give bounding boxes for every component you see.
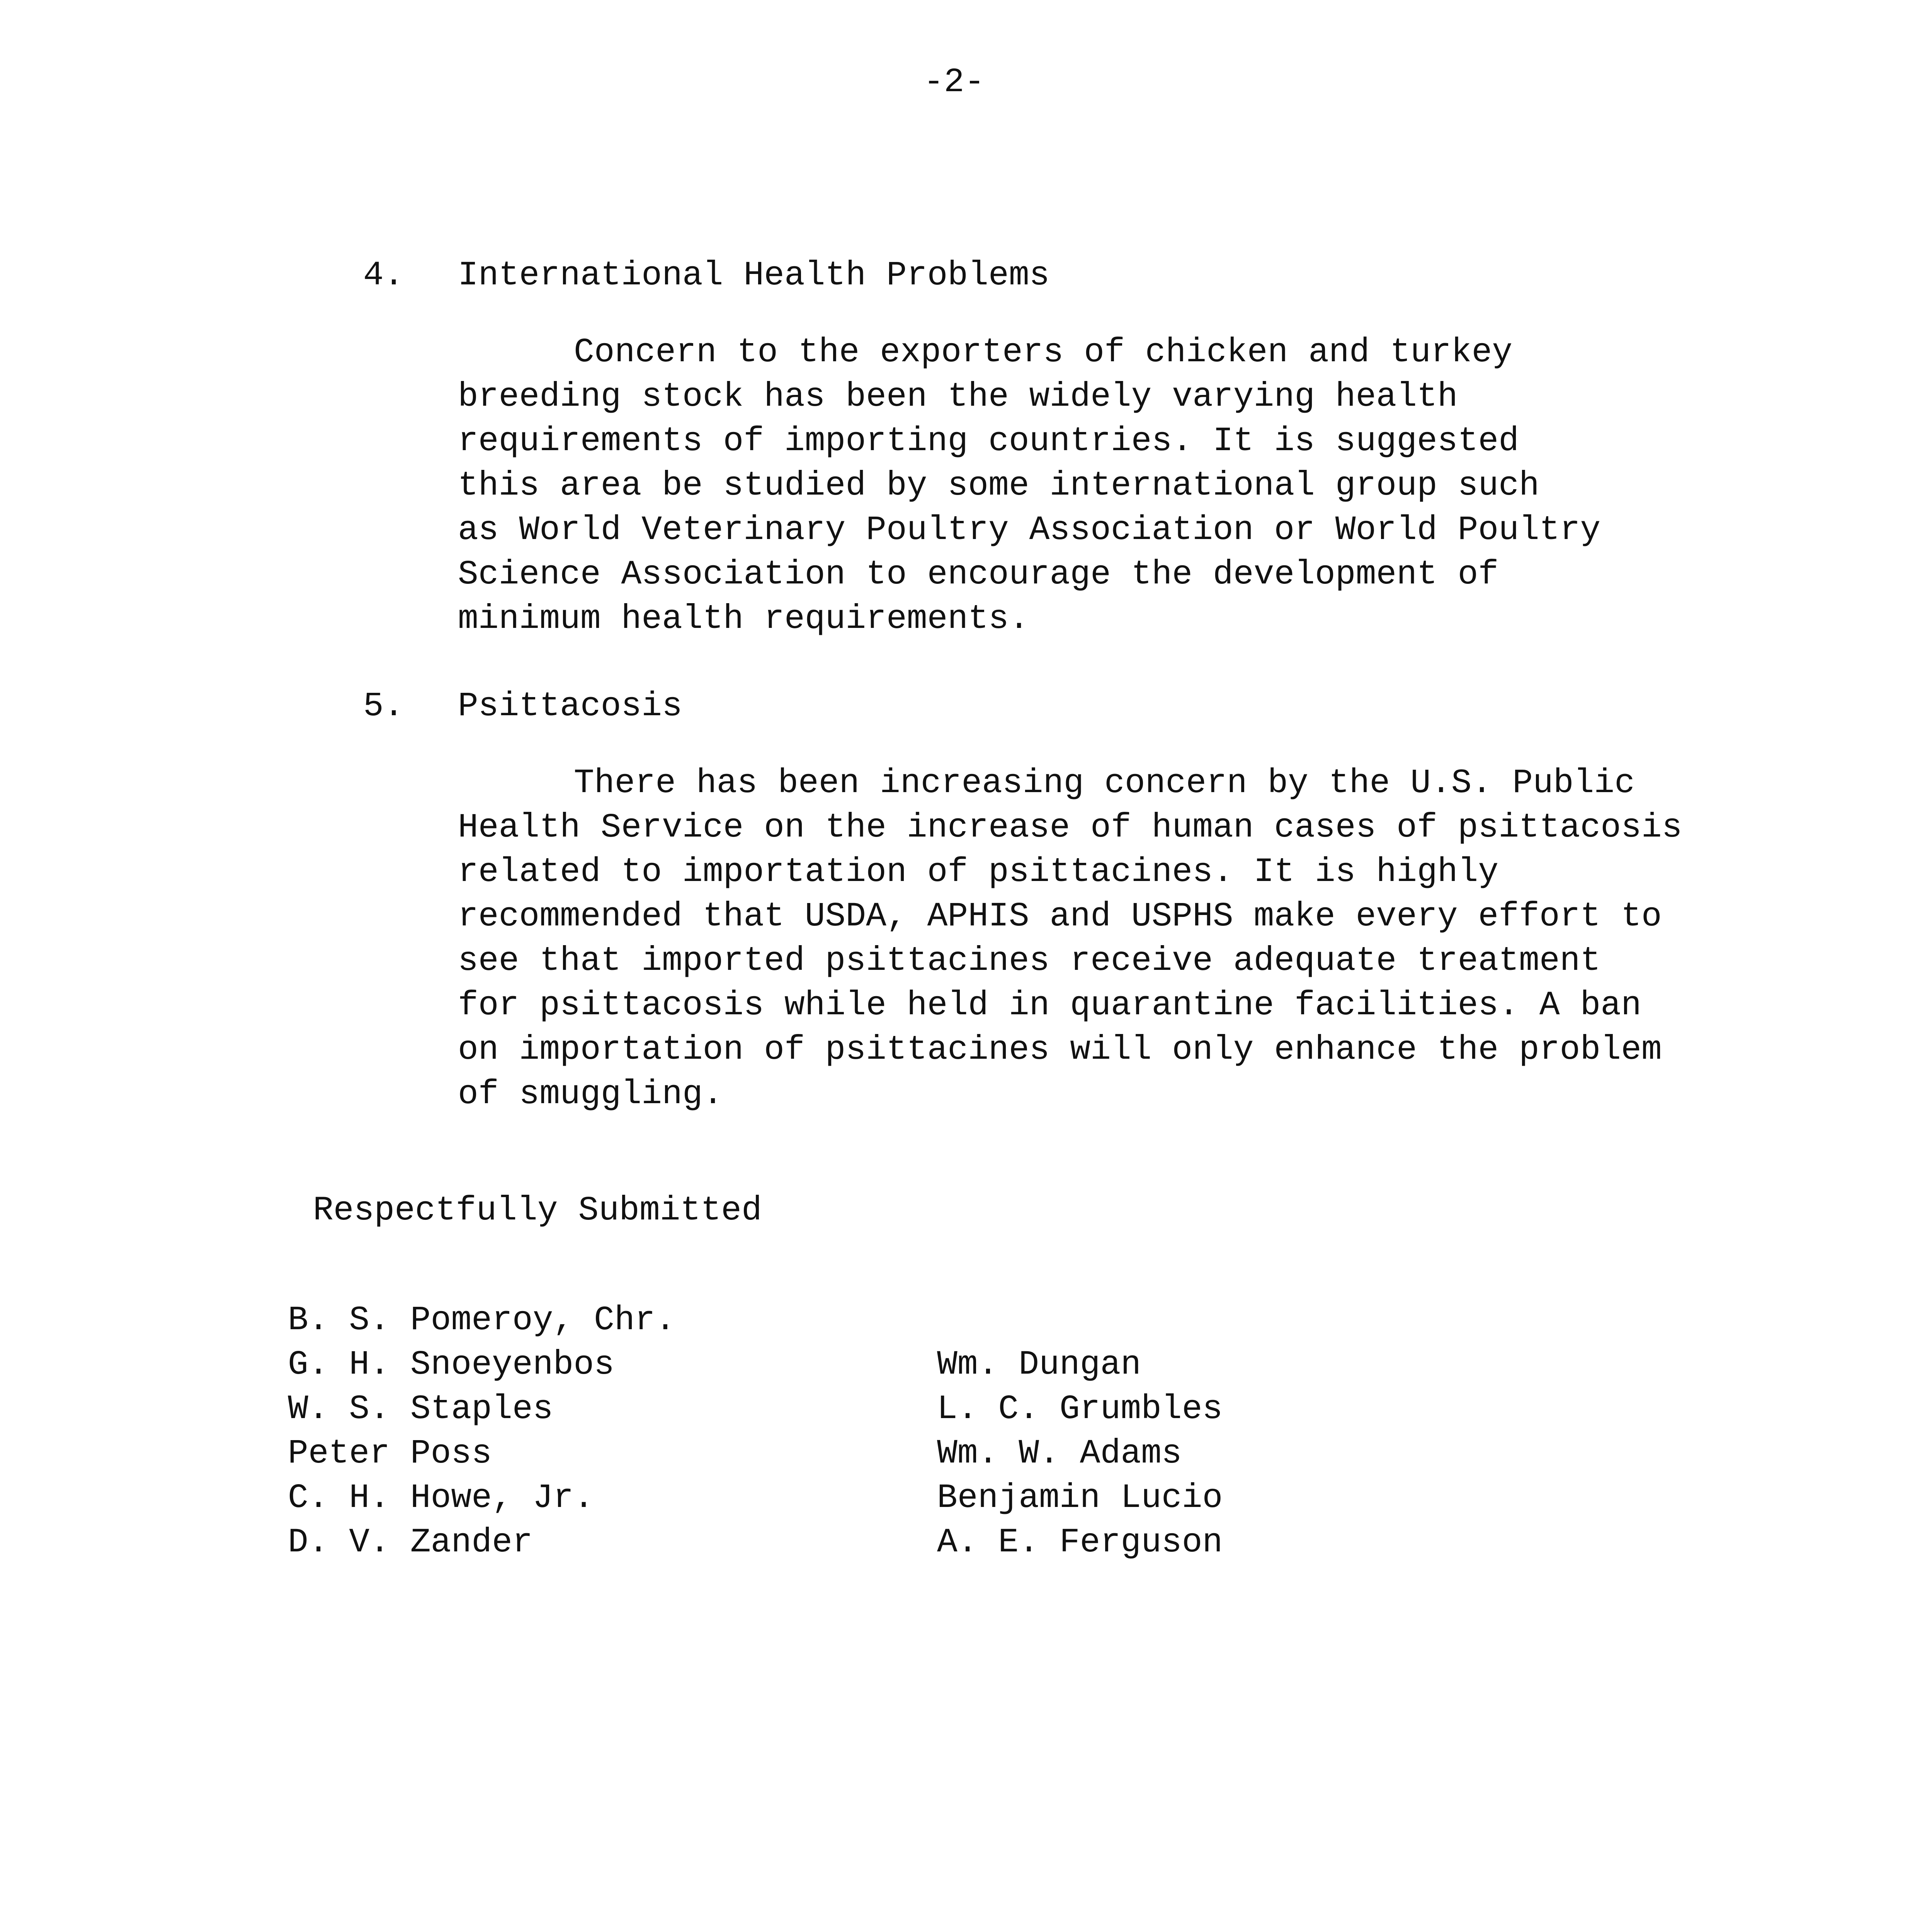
paragraph-line: There has been increasing concern by the U.S. Public [574, 764, 1635, 803]
signatory-name: A. E. Ferguson [937, 1524, 1223, 1562]
paragraph-line: of smuggling. [458, 1075, 723, 1114]
signatory-name: Wm. W. Adams [937, 1435, 1182, 1473]
section-4-paragraph [458, 330, 1600, 641]
paragraph-line: breeding stock has been the widely varying health [458, 378, 1458, 416]
paragraph-line: this area be studied by some international group such [458, 467, 1539, 505]
paragraph-line: recommended that USDA, APHIS and USPHS make every effort to [458, 898, 1662, 936]
section-5-number: 5. [363, 687, 404, 726]
paragraph-line: Health Service on the increase of human cases of psittacosis [458, 809, 1682, 847]
paragraph-line: minimum health requirements. [458, 600, 1029, 638]
signatories-right [937, 1343, 1223, 1565]
paragraph-line: Science Association to encourage the development of [458, 556, 1499, 594]
paragraph-line: for psittacosis while held in quarantine facilities. A ban [458, 986, 1641, 1025]
signatory-name: C. H. Howe, Jr. [288, 1479, 594, 1517]
paragraph-line: Concern to the exporters of chicken and turkey [574, 333, 1513, 372]
closing-salutation: Respectfully Submitted [313, 1192, 762, 1230]
paragraph-line: requirements of importing countries. It is suggested [458, 422, 1519, 461]
paragraph-line: as World Veterinary Poultry Association or World Poultry [458, 511, 1601, 549]
signatory-name: L. C. Grumbles [937, 1390, 1223, 1429]
signatory-name: Peter Poss [288, 1435, 492, 1473]
page-number: -2- [923, 63, 985, 102]
section-4-title: International Health Problems [458, 257, 1050, 295]
section-5-paragraph [458, 761, 1682, 1117]
signatory-name: W. S. Staples [288, 1390, 553, 1429]
signatory-name: G. H. Snoeyenbos [288, 1346, 614, 1384]
paragraph-line: see that imported psittacines receive adequate treatment [458, 942, 1601, 980]
paragraph-line: related to importation of psittacines. It is highly [458, 853, 1499, 891]
signatory-name: Wm. Dungan [937, 1346, 1141, 1384]
signatory-name: B. S. Pomeroy, Chr. [288, 1301, 676, 1340]
signatories-left [288, 1298, 675, 1565]
signatory-name: D. V. Zander [288, 1524, 533, 1562]
section-4-number: 4. [363, 257, 404, 295]
section-5-title: Psittacosis [458, 687, 682, 726]
signatory-name: Benjamin Lucio [937, 1479, 1223, 1517]
paragraph-line: on importation of psittacines will only enhance the problem [458, 1031, 1662, 1069]
